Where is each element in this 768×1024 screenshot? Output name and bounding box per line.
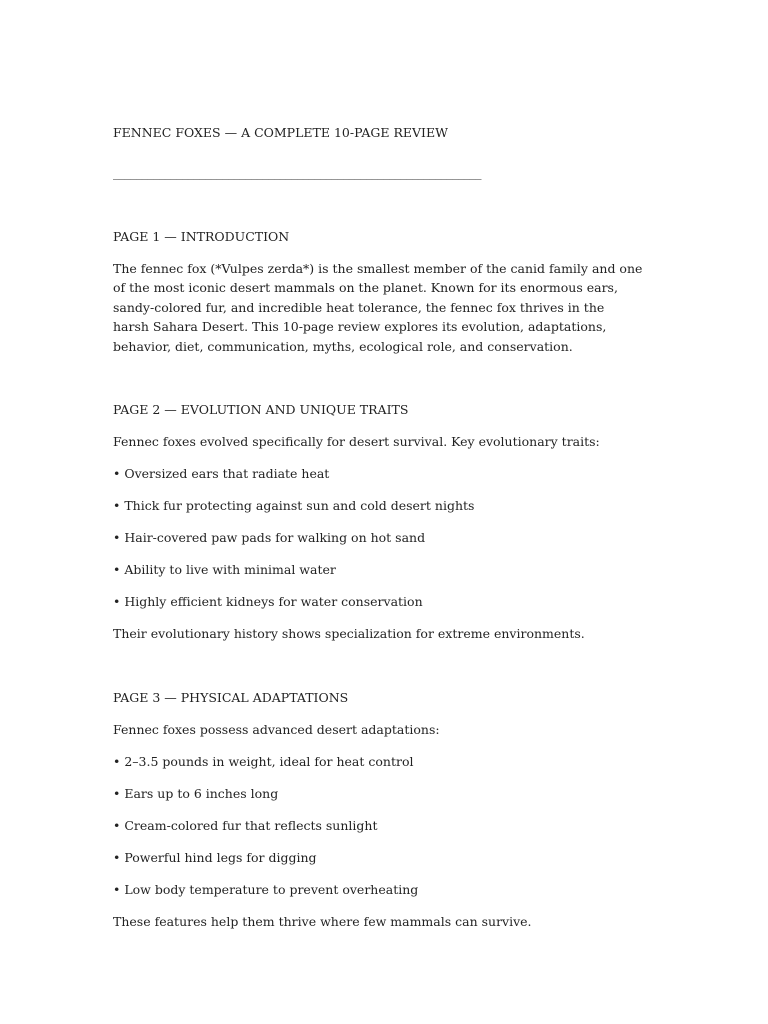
section-heading: PAGE 3 — PHYSICAL ADAPTATIONS: [113, 690, 349, 706]
list-item: • Thick fur protecting against sun and cold desert nights: [113, 498, 475, 514]
section-page-2: [113, 400, 643, 644]
list-item: • Highly efficient kidneys for water conservation: [113, 594, 423, 610]
list-item: • Oversized ears that radiate heat: [113, 466, 330, 482]
list-item: • Low body temperature to prevent overheating: [113, 882, 419, 898]
section-closing: Their evolutionary history shows specialization for extreme environments.: [113, 626, 585, 642]
section-page-1: [113, 227, 643, 356]
section-heading: PAGE 2 — EVOLUTION AND UNIQUE TRAITS: [113, 402, 409, 418]
list-item: • Ability to live with minimal water: [113, 562, 336, 578]
section-heading: PAGE 1 — INTRODUCTION: [113, 229, 290, 244]
horizontal-rule: ________________________________________________________________: [113, 165, 481, 180]
document-title: FENNEC FOXES — A COMPLETE 10-PAGE REVIEW: [113, 125, 448, 140]
section-paragraph: The fennec fox (*Vulpes zerda*) is the smallest member of the canid family and one of the most iconic desert mammals on the planet. Known for its enormous ears, sandy-colored fur, and incredible heat tolerance, the fennec fox thrives in the harsh Sahara Desert. This 10-page review explores its evolution, adaptations, behavior, diet, communication, myths, ecological role, and conservation.: [113, 261, 643, 354]
section-closing: These features help them thrive where few mammals can survive.: [113, 914, 532, 930]
section-intro: Fennec foxes evolved specifically for desert survival. Key evolutionary traits:: [113, 434, 600, 450]
list-item: • Ears up to 6 inches long: [113, 786, 279, 802]
section-intro: Fennec foxes possess advanced desert adaptations:: [113, 722, 440, 738]
list-item: • Hair-covered paw pads for walking on hot sand: [113, 530, 426, 546]
list-item: • Cream-colored fur that reflects sunlight: [113, 818, 378, 834]
document-page: [113, 123, 643, 932]
list-item: • Powerful hind legs for digging: [113, 850, 317, 866]
section-page-3: [113, 688, 643, 932]
list-item: • 2–3.5 pounds in weight, ideal for heat control: [113, 754, 414, 770]
